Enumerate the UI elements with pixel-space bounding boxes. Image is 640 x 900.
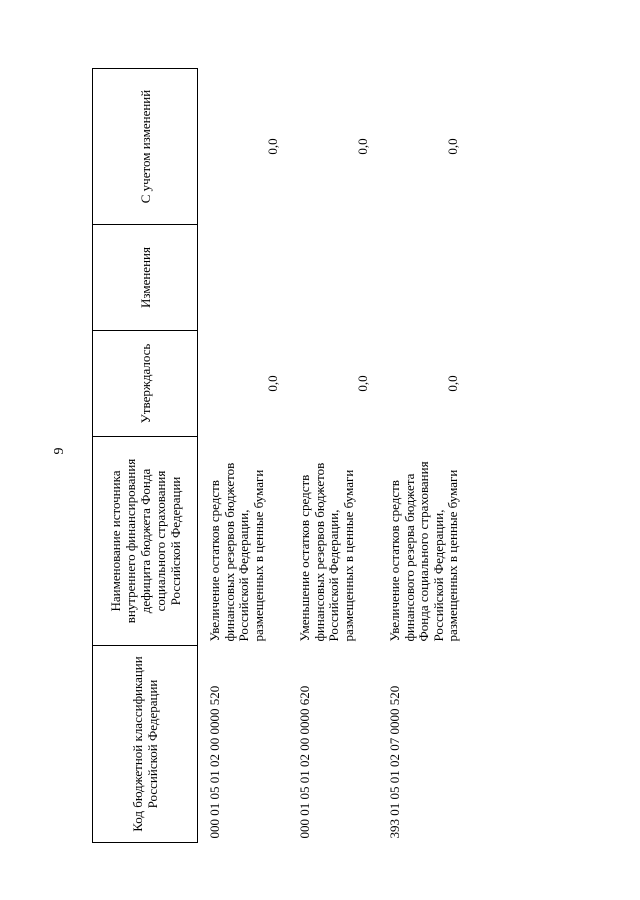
header-with-changes: С учетом изменений bbox=[93, 69, 198, 225]
cell-approved: 0,0 bbox=[354, 375, 370, 392]
cell-changes bbox=[198, 225, 289, 331]
cell-approved: 0,0 bbox=[264, 375, 280, 392]
header-approved: Утверждалось bbox=[93, 331, 198, 437]
sources-of-financing-table bbox=[92, 68, 468, 843]
cell-name: Уменьшение остатков средств финансовых резервов бюджетов Российской Федерации, размещенных в ценные бумаги bbox=[297, 462, 356, 642]
page-number: 9 bbox=[52, 447, 67, 455]
header-name: Наименование источника внутреннего финансирования дефицита бюджета Фонда социального страхования Российской Федерации bbox=[93, 437, 198, 646]
cell-changes bbox=[378, 225, 468, 331]
table-row bbox=[378, 69, 468, 843]
cell-code: 000 01 05 01 02 00 0000 620 bbox=[297, 685, 312, 839]
table-body bbox=[198, 69, 469, 843]
cell-name: Увеличение остатков средств финансовых резервов бюджетов Российской Федерации, размещенных в ценные бумаги bbox=[207, 462, 266, 642]
rotated-table-container bbox=[92, 69, 522, 843]
cell-approved: 0,0 bbox=[444, 375, 460, 392]
header-code: Код бюджетной классификации Российской Федерации bbox=[93, 646, 198, 843]
cell-changes bbox=[288, 225, 378, 331]
header-changes: Изменения bbox=[93, 225, 198, 331]
table-row bbox=[288, 69, 378, 843]
cell-with-changes: 0,0 bbox=[264, 138, 280, 155]
table-header bbox=[93, 69, 198, 843]
cell-code: 000 01 05 01 02 00 0000 520 bbox=[207, 685, 222, 839]
cell-with-changes: 0,0 bbox=[354, 138, 370, 155]
cell-code: 393 01 05 01 02 07 0000 520 bbox=[387, 685, 402, 839]
table-row bbox=[198, 69, 289, 843]
header-row bbox=[93, 69, 198, 843]
cell-name: Увеличение остатков средств финансового резерва бюджета Фонда социального страхования Российской Федерации, размещенных в ценные бумаги bbox=[387, 461, 460, 642]
cell-with-changes: 0,0 bbox=[444, 138, 460, 155]
